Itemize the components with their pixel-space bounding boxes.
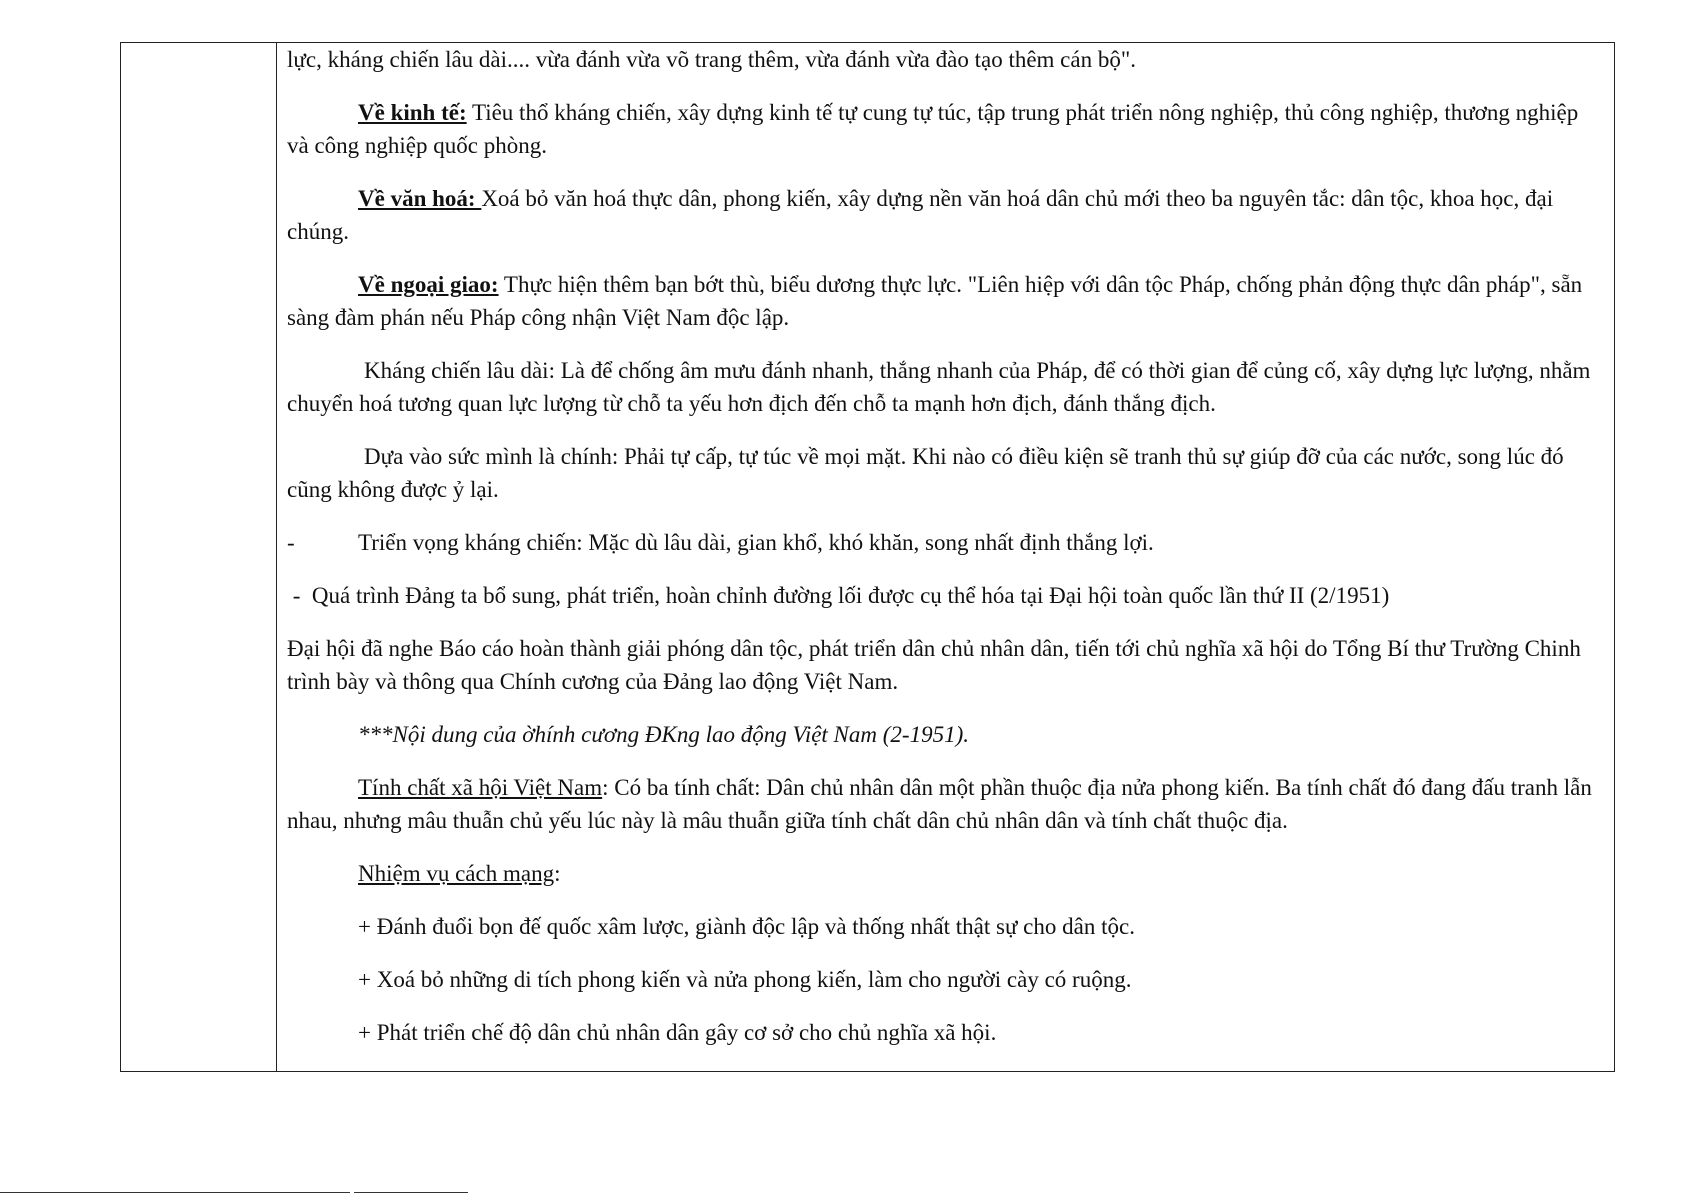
text-social-nature: : Có ba tính chất: Dân chủ nhân dân một phần thuộc địa nửa phong kiến. Ba tính chất đó đang đấu tranh lẫn nhau, nhưng mâu thuẫn chủ yếu lúc này là mâu thuẫn giữa tính chất dân chủ nhân dân và tính chất thuộc địa. [287,775,1592,833]
heading-diplomacy: Về ngoại giao: [358,272,499,297]
paragraph-economy [287,96,1596,162]
list-item-task-2: + Xoá bỏ những di tích phong kiến và nửa phong kiến, làm cho người cày có ruộng. [358,967,1132,992]
text-diplomacy: Thực hiện thêm bạn bớt thù, biểu dương thực lực. "Liên hiệp với dân tộc Pháp, chống phản động thực dân pháp", sẵn sàng đàm phán nếu Pháp công nhận Việt Nam độc lập. [287,272,1583,330]
paragraph-self-reliance: Dựa vào sức mình là chính: Phải tự cấp, tự túc về mọi mặt. Khi nào có điều kiện sẽ tranh thủ sự giúp đỡ của các nước, song lúc đó cũng không được ỷ lại. [287,444,1564,502]
content-table [120,42,1615,1072]
heading-economy: Về kinh tế: [358,100,467,125]
paragraph-long-resistance: Kháng chiến lâu dài: Là để chống âm mưu đánh nhanh, thắng nhanh của Pháp, để có thời gian để củng cố, xây dựng lực lượng, nhằm chuyển hoá tương quan lực lượng từ chỗ ta yếu hơn địch đến chỗ ta mạnh hơn địch, đánh thắng địch. [287,358,1591,416]
paragraph-social-nature [287,771,1596,837]
paragraph-diplomacy [287,268,1596,334]
text-culture: Xoá bỏ văn hoá thực dân, phong kiến, xây dựng nền văn hoá dân chủ mới theo ba nguyên tắc: dân tộc, khoa học, đại chúng. [287,186,1554,244]
paragraph-second-congress: - Quá trình Đảng ta bổ sung, phát triển, hoàn chỉnh đường lối được cụ thể hóa tại Đại hội toàn quốc lần thứ II (2/1951) [287,583,1390,608]
dash-bullet: - [287,530,295,555]
paragraph-prospect [287,526,1596,559]
paragraph-continuation: lực, kháng chiến lâu dài.... vừa đánh vừa võ trang thêm, vừa đánh vừa đào tạo thêm cán bộ". [287,47,1136,72]
heading-social-nature: Tính chất xã hội Việt Nam [358,775,603,800]
paragraph-congress-report: Đại hội đã nghe Báo cáo hoàn thành giải phóng dân tộc, phát triển dân chủ nhân dân, tiến tới chủ nghĩa xã hội do Tổng Bí thư Trường Chinh trình bày và thông qua Chính cương của Đảng lao động Việt Nam. [287,636,1581,694]
text-economy: Tiêu thổ kháng chiến, xây dựng kinh tế tự cung tự túc, tập trung phát triển nông nghiệp, thủ công nghiệp, thương nghiệp và công nghiệp quốc phòng. [287,100,1579,158]
heading-culture: Về văn hoá: [358,186,482,211]
heading-revolution-tasks: Nhiệm vụ cách mạng [358,861,555,886]
list-item-task-3: + Phát triển chế độ dân chủ nhân dân gây cơ sở cho chủ nghĩa xã hội. [358,1020,997,1045]
table-left-column [121,43,277,1071]
list-item-task-1: + Đánh đuổi bọn đế quốc xâm lược, giành độc lập và thống nhất thật sự cho dân tộc. [358,914,1135,939]
paragraph-revolution-tasks [287,857,1596,890]
text-revolution-tasks: : [554,861,561,886]
paragraph-culture [287,182,1596,248]
text-prospect: Triển vọng kháng chiến: Mặc dù lâu dài, gian khổ, khó khăn, song nhất định thắng lợi. [358,530,1154,555]
paragraph-platform-heading: ***Nội dung của ờhính cương ĐKng lao động Việt Nam (2-1951). [358,722,969,747]
table-right-column [277,43,1614,1071]
